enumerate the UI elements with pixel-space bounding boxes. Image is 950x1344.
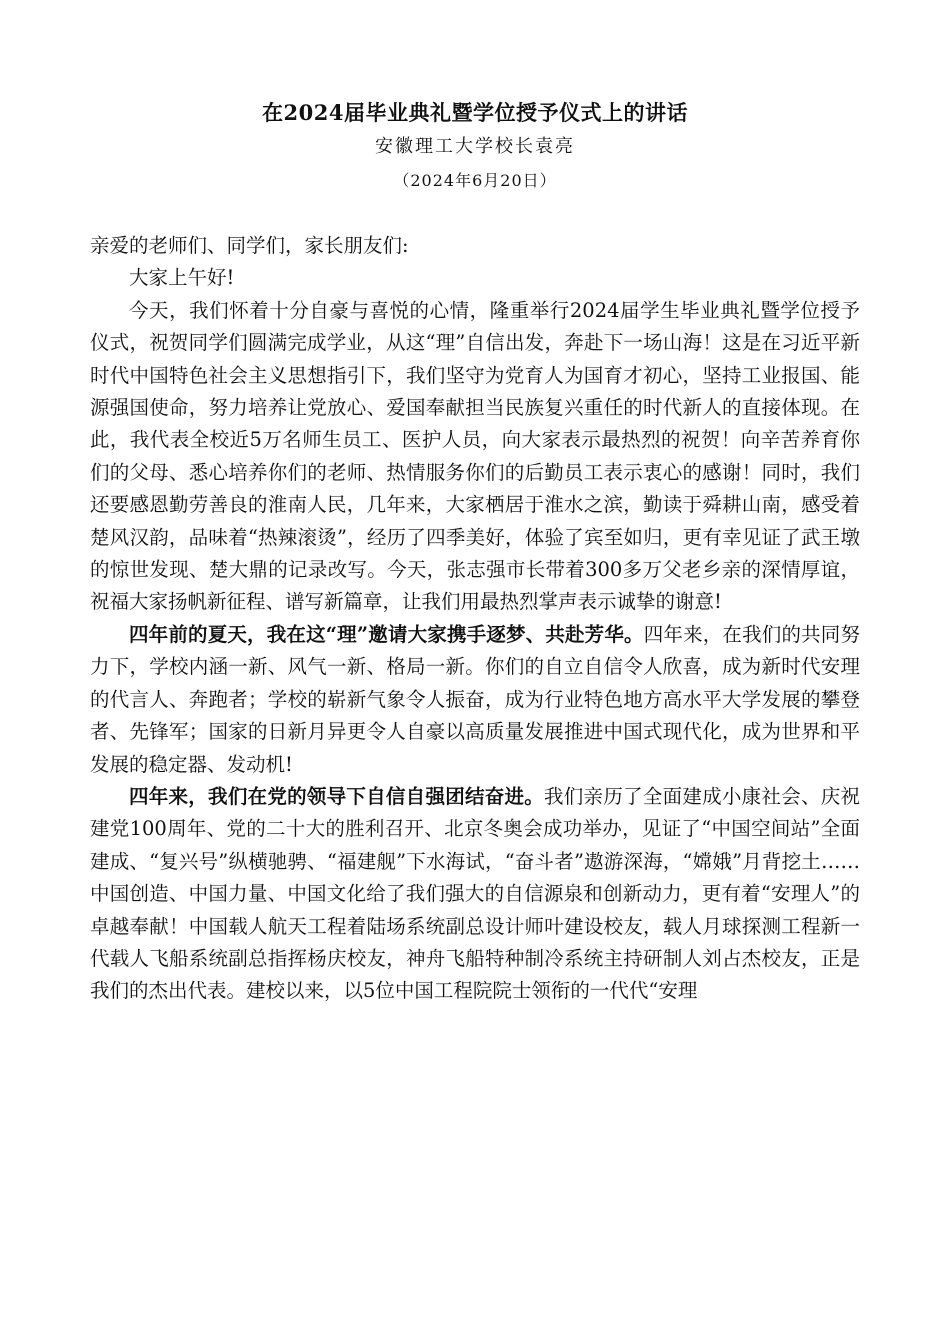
- paragraph-3-text: 我们亲历了全面建成小康社会、庆祝建党100周年、党的二十大的胜利召开、北京冬奥会成功举办，见证了“中国空间站”全面建成、“复兴号”纵横驰骋、“福建舰”下水海试，“奋斗者”遨游深海，“嫦娥”月背挖土……中国创造、中国力量、中国文化给了我们强大的自信源泉和创新动力，更有着“安理人”的卓越奉献！中国载人航天工程着陆场系统副总设计师叶建设校友，载人月球探测工程新一代载人飞船系统副总指挥杨庆校友，神舟飞船特种制冷系统主持研制人刘占杰校友，正是我们的杰出代表。建校以来，以5位中国工程院院士领衔的一代代“安理: [90, 784, 860, 1003]
- paragraph-2-text: 四年来，在我们的共同努力下，学校内涵一新、风气一新、格局一新。你们的自立自信令人欣喜，成为新时代安理的代言人、奔跑者；学校的崭新气象令人振奋，成为行业特色地方高水平大学发展的攀登者、先锋军；国家的日新月异更令人自豪以高质量发展推进中国式现代化，成为世界和平发展的稳定器、发动机!: [90, 622, 860, 776]
- speaker-line: 安徽理工大学校长袁亮: [375, 136, 575, 157]
- salutation: 亲爱的老师们、同学们，家长朋友们:: [90, 234, 409, 257]
- speech-date: （2024年6月20日）: [393, 171, 557, 190]
- paragraph-1-text: 今天，我们怀着十分自豪与喜悦的心情，隆重举行2024届学生毕业典礼暨学位授予仪式，祝贺同学们圆满完成学业，从这“理”自信出发，奔赴下一场山海！这是在习近平新时代中国特色社会主义思想指引下，我们坚守为党育人为国育才初心，坚持工业报国、能源强国使命，努力培养让党放心、爱国奉献担当民族复兴重任的时代新人的直接体现。在此，我代表全校近5万名师生员工、医护人员，向大家表示最热烈的祝贺！向辛苦养育你们的父母、悉心培养你们的老师、热情服务你们的后勤员工表示衷心的感谢！同时，我们还要感恩勤劳善良的淮南人民，几年来，大家栖居于淮水之滨，勤读于舜耕山南，感受着楚风汉韵，品味着“热辣滚烫”，经历了四季美好，体验了宾至如归，更有幸见证了武王墩的惊世发现、楚大鼎的记录改写。今天，张志强市长带着300多万父老乡亲的深情厚谊，祝福大家扬帆新征程、谱写新篇章，让我们用最热烈掌声表示诚挚的谢意!: [90, 298, 860, 614]
- paragraph-3-lead: 四年来，我们在党的领导下自信自强团结奋进。: [129, 784, 545, 808]
- paragraph-2-lead: 四年前的夏天，我在这“理”邀请大家携手逐梦、共赴芳华。: [129, 622, 644, 646]
- greeting: 大家上午好!: [129, 266, 235, 290]
- paragraph-3: [90, 781, 860, 1008]
- paragraph-2: [90, 619, 860, 781]
- document-title: 在2024届毕业典礼暨学位授予仪式上的讲话: [262, 100, 688, 125]
- spacer: [90, 198, 860, 230]
- paragraph-1: [90, 295, 860, 619]
